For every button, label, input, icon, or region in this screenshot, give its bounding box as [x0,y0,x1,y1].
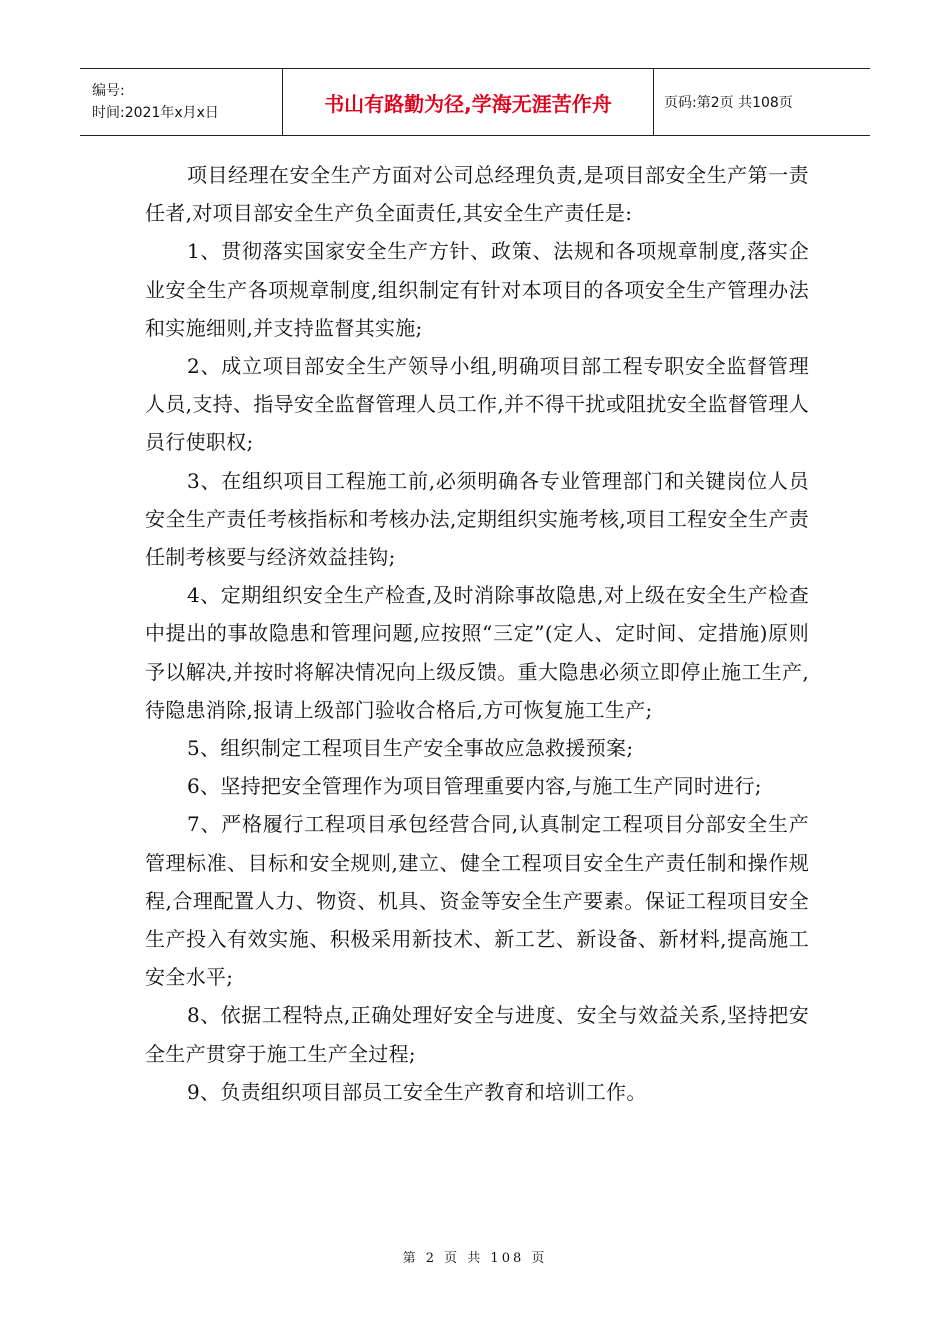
header-meta [80,69,282,135]
paragraph-item-2: 2、成立项目部安全生产领导小组,明确项目部工程专职安全监督管理人员,支持、指导安全监督管理人员工作,并不得干扰或阻扰安全监督管理人员行使职权; [145,354,809,455]
header-page-number: 页码:第2页 共108页 [664,95,793,111]
document-time-label: 时间:2021年x月x日 [92,105,219,121]
header-motto: 书山有路勤为径,学海无涯苦作舟 [282,69,654,135]
document-number-label: 编号: [92,83,125,99]
document-body [145,156,809,1111]
paragraph-item-6: 6、坚持把安全管理作为项目管理重要内容,与施工生产同时进行; [187,774,762,799]
paragraph-item-8: 8、依据工程特点,正确处理好安全与进度、安全与效益关系,坚持把安全生产贯穿于施工生产全过程; [145,1003,809,1066]
paragraph-item-7: 7、严格履行工程项目承包经营合同,认真制定工程项目分部安全生产管理标准、目标和安全规则,建立、健全工程项目安全生产责任制和操作规程,合理配置人力、物资、机具、资金等安全生产要素。保证工程项目安全生产投入有效实施、积极采用新技术、新工艺、新设备、新材料,提高施工安全水平; [145,812,809,990]
paragraph-intro: 项目经理在安全生产方面对公司总经理负责,是项目部安全生产第一责任者,对项目部安全生产负全面责任,其安全生产责任是: [145,163,809,226]
paragraph-item-9: 9、负责组织项目部员工安全生产教育和培训工作。 [187,1079,647,1104]
page-header [80,68,870,136]
paragraph-item-1: 1、贯彻落实国家安全生产方针、政策、法规和各项规章制度,落实企业安全生产各项规章制度,组织制定有针对本项目的各项安全生产管理办法和实施细则,并支持监督其实施; [145,239,809,340]
paragraph-item-3: 3、在组织项目工程施工前,必须明确各专业管理部门和关键岗位人员安全生产责任考核指标和考核办法,定期组织实施考核,项目工程安全生产责任制考核要与经济效益挂钩; [145,468,809,570]
page-footer: 第 2 页 共 108 页 [402,1251,548,1266]
paragraph-item-5: 5、组织制定工程项目生产安全事故应急救援预案; [187,736,634,761]
paragraph-item-4: 4、定期组织安全生产检查,及时消除事故隐患,对上级在安全生产检查中提出的事故隐患和管理问题,应按照“三定”(定人、定时间、定措施)原则予以解决,并按时将解决情况向上级反馈。重大隐患必须立即停止施工生产,待隐患消除,报请上级部门验收合格后,方可恢复施工生产; [145,583,809,722]
